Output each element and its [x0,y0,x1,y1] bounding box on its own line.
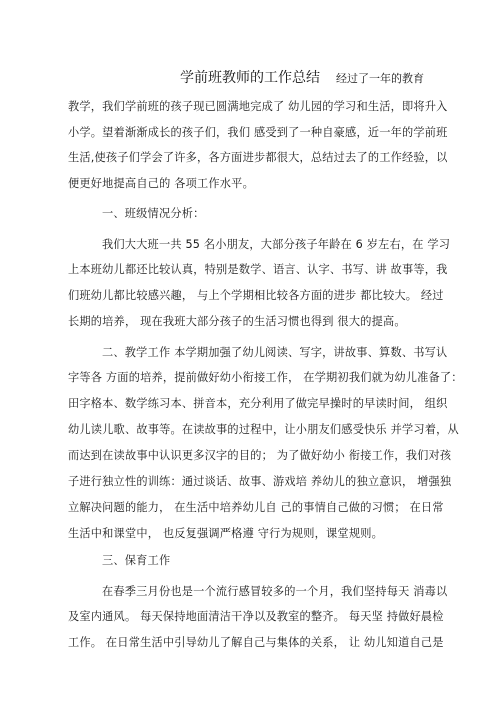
paragraph-line: 长期的培养， 现在我班大部分孩子的生活习惯也得到 很大的提高。 [68,315,406,328]
document-title: 学前班教师的工作总结 [180,70,320,86]
title-line [0,68,500,88]
paragraph-line: 生活,使孩子们学会了许多，各方面进步都很大，总结过去了的工作经验，以 [68,151,448,164]
section-heading: 二、教学工作 本学期加强了幼儿阅读、写字，讲故事、算数、书写认 [102,346,448,359]
paragraph-line: 字等各 方面的培养，提前做好幼小衔接工作， 在学期初我们就为幼儿准备了： [68,371,463,384]
paragraph-line: 上本班幼儿都还比较认真，特别是数学、语言、认字、书写、讲 故事等，我 [68,263,448,276]
paragraph-line: 生活中和课堂中， 也反复强调严格遵 守行为规则，课堂规则。 [68,527,383,540]
paragraph-line: 及室内通风。 每天保持地面清洁干净以及教室的整齐。 每天坚 持做好晨检 [68,610,444,623]
paragraph-line: 便更好地提高自己的 各项工作水平。 [68,177,254,190]
section-heading: 一、班级情况分析： [102,207,205,220]
paragraph-line: 教学，我们学前班的孩子现已圆满地完成了 幼儿园的学习和生活，即将升入 [68,100,448,113]
paragraph-line: 幼儿读儿歌、故事等。在读故事的过程中，让小朋友们感受快乐 并学习着，从 [68,423,459,436]
section-heading: 三、保育工作 [102,554,171,567]
paragraph-line: 小学。望着渐渐成长的孩子们，我们 感受到了一种自豪感，近一年的学前班 [68,126,448,139]
paragraph-line: 子进行独立性的训练：通过谈话、故事、游戏培 养幼儿的独立意识， 增强独 [68,475,452,488]
paragraph-line: 工作。 在日常生活中引导幼儿了解自己与集体的关系， 让 幼儿知道自己是 [68,636,444,649]
title-line-continuation: 经过了一年的教育 [336,72,424,85]
paragraph-line: 田字格本、数学练习本、拼音本，充分利用了做完早操时的早读时间， 组织 [68,397,448,410]
paragraph-line: 们班幼儿都比较感兴趣， 与上个学期相比较各方面的进步 都比较大。 经过 [68,289,444,302]
paragraph-line: 我们大大班一共 55 名小朋友，大部分孩子年龄在 6 岁左右，在 学习 [102,238,451,251]
paragraph-line: 在春季三月份也是一个流行感冒较多的一个月，我们坚持每天 消毒以 [102,585,448,598]
paragraph-line: 而达到在读故事中认识更多汉字的目的； 为了做好幼小 衔接工作，我们对孩 [68,449,452,462]
paragraph-line: 立解决问题的能力， 在生活中培养幼儿自 己的事情自己做的习惯； 在日常 [68,501,444,514]
